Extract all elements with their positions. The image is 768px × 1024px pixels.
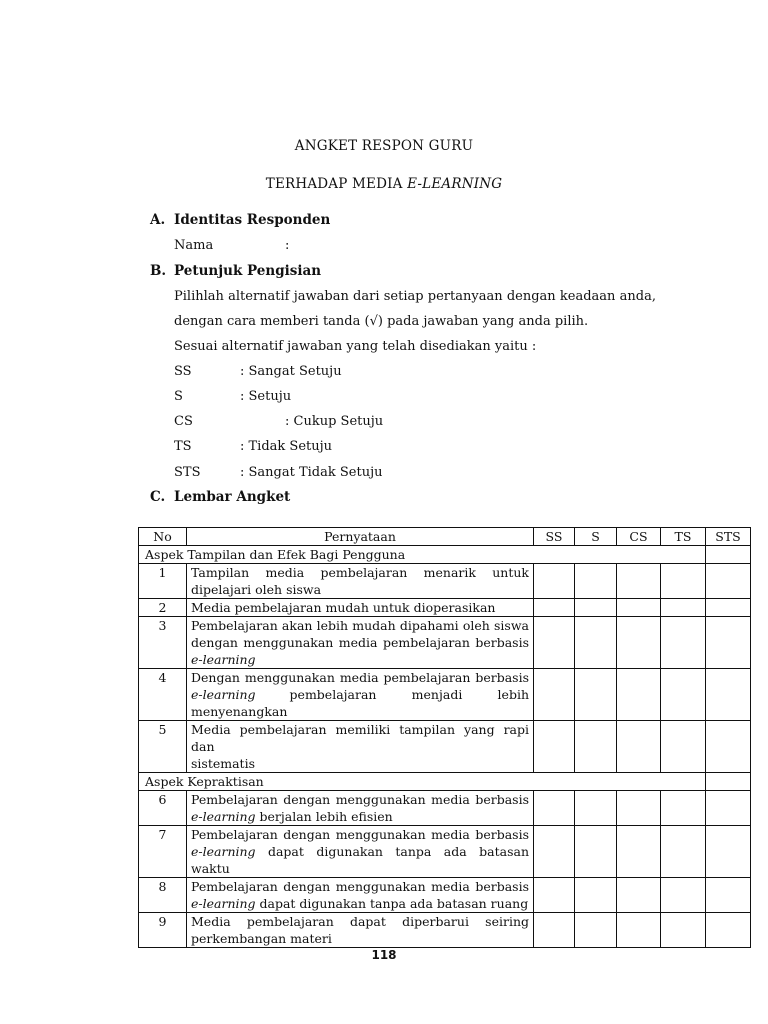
answer-cell-sts[interactable]	[706, 913, 751, 948]
table-row	[139, 721, 751, 773]
answer-cell-ss[interactable]	[534, 721, 575, 773]
option-code: SS	[174, 364, 192, 379]
header-ts: TS	[661, 528, 706, 546]
answer-cell-cs[interactable]	[617, 913, 661, 948]
answer-cell-s[interactable]	[575, 913, 617, 948]
answer-cell-cs[interactable]	[617, 564, 661, 599]
option-sts	[174, 465, 382, 480]
row-statement: Tampilan media pembelajaran menarik untuk dipelajari oleh siswa	[187, 564, 534, 599]
section-c-heading	[150, 489, 290, 505]
section-b-letter: B.	[150, 263, 167, 279]
row-number: 2	[139, 599, 187, 617]
answer-cell-sts[interactable]	[706, 826, 751, 878]
instruction-line-2: dengan cara memberi tanda (√) pada jawaban yang anda pilih.	[174, 314, 589, 329]
answer-cell-ts[interactable]	[661, 564, 706, 599]
table-row	[139, 791, 751, 826]
answer-cell-ts[interactable]	[661, 721, 706, 773]
answer-cell-ts[interactable]	[661, 791, 706, 826]
answer-cell-sts[interactable]	[706, 599, 751, 617]
option-s	[174, 389, 291, 404]
header-no: No	[139, 528, 187, 546]
option-ss	[174, 364, 342, 379]
answer-cell-s[interactable]	[575, 564, 617, 599]
row-statement: Pembelajaran dengan menggunakan media berbasis e-learning dapat digunakan tanpa ada batasan waktu	[187, 826, 534, 878]
row-number: 1	[139, 564, 187, 599]
row-number: 6	[139, 791, 187, 826]
answer-cell-ts[interactable]	[661, 913, 706, 948]
option-desc: : Sangat Tidak Setuju	[240, 465, 383, 480]
option-desc: : Setuju	[240, 389, 292, 404]
option-code: TS	[174, 439, 192, 454]
answer-cell-s[interactable]	[575, 599, 617, 617]
option-code: S	[174, 389, 183, 404]
title-line-2	[0, 176, 768, 192]
answer-cell-cs[interactable]	[617, 617, 661, 669]
table-row	[139, 617, 751, 669]
table-row	[139, 826, 751, 878]
option-code: CS	[174, 414, 193, 429]
answer-cell-sts[interactable]	[706, 564, 751, 599]
answer-cell-s[interactable]	[575, 791, 617, 826]
answer-cell-s[interactable]	[575, 669, 617, 721]
aspect-row	[139, 546, 751, 564]
table-header-row	[139, 528, 751, 546]
row-statement: Media pembelajaran dapat diperbarui seiring perkembangan materi	[187, 913, 534, 948]
option-code: STS	[174, 465, 201, 480]
table-row	[139, 564, 751, 599]
row-number: 5	[139, 721, 187, 773]
answer-cell-cs[interactable]	[617, 791, 661, 826]
row-statement: Dengan menggunakan media pembelajaran berbasis e-learning pembelajaran menjadi lebih menyenangkan	[187, 669, 534, 721]
instruction-line-3: Sesuai alternatif jawaban yang telah disediakan yaitu :	[174, 339, 537, 354]
aspect-label: Aspek Tampilan dan Efek Bagi Pengguna	[139, 546, 706, 564]
answer-cell-ss[interactable]	[534, 791, 575, 826]
row-statement: Media pembelajaran mudah untuk dioperasikan	[187, 599, 534, 617]
answer-cell-cs[interactable]	[617, 878, 661, 913]
table-row	[139, 878, 751, 913]
header-ss: SS	[534, 528, 575, 546]
questionnaire-table	[138, 527, 751, 948]
page-number: 118	[371, 948, 397, 962]
row-number: 9	[139, 913, 187, 948]
header-cs: CS	[617, 528, 661, 546]
answer-cell-ts[interactable]	[661, 669, 706, 721]
header-pernyataan: Pernyataan	[187, 528, 534, 546]
answer-cell-ss[interactable]	[534, 878, 575, 913]
answer-cell-ss[interactable]	[534, 669, 575, 721]
answer-cell-sts[interactable]	[706, 721, 751, 773]
answer-cell-ss[interactable]	[534, 617, 575, 669]
title-italic: E-LEARNING	[407, 176, 503, 192]
instruction-line-1: Pilihlah alternatif jawaban dari setiap pertanyaan dengan keadaan anda,	[174, 289, 656, 304]
title-prefix: TERHADAP MEDIA	[265, 176, 408, 192]
answer-cell-ss[interactable]	[534, 564, 575, 599]
section-a-letter: A.	[150, 212, 166, 228]
row-statement: Pembelajaran akan lebih mudah dipahami oleh siswa dengan menggunakan media pembelajaran berbasis e-learning	[187, 617, 534, 669]
section-a-heading	[150, 212, 330, 228]
answer-cell-cs[interactable]	[617, 721, 661, 773]
answer-cell-sts[interactable]	[706, 617, 751, 669]
answer-cell-ts[interactable]	[661, 878, 706, 913]
nama-colon: :	[285, 238, 290, 253]
row-number: 3	[139, 617, 187, 669]
answer-cell-cs[interactable]	[617, 826, 661, 878]
answer-cell-ts[interactable]	[661, 599, 706, 617]
header-s: S	[575, 528, 617, 546]
section-b-heading	[150, 263, 321, 279]
row-statement: Media pembelajaran memiliki tampilan yang rapi dan sistematis	[187, 721, 534, 773]
row-number: 4	[139, 669, 187, 721]
answer-cell-sts[interactable]	[706, 878, 751, 913]
aspect-row	[139, 773, 751, 791]
row-statement: Pembelajaran dengan menggunakan media berbasis e-learning berjalan lebih efisien	[187, 791, 534, 826]
row-statement: Pembelajaran dengan menggunakan media berbasis e-learning dapat digunakan tanpa ada batasan ruang	[187, 878, 534, 913]
option-ts	[174, 439, 332, 454]
table-row	[139, 599, 751, 617]
answer-cell-cs[interactable]	[617, 669, 661, 721]
answer-cell-s[interactable]	[575, 878, 617, 913]
row-number: 7	[139, 826, 187, 878]
row-number: 8	[139, 878, 187, 913]
table-row	[139, 669, 751, 721]
answer-cell-sts[interactable]	[706, 791, 751, 826]
section-a-title: Identitas Responden	[174, 212, 331, 228]
answer-cell-ts[interactable]	[661, 617, 706, 669]
header-sts: STS	[706, 528, 751, 546]
title-line-1: ANGKET RESPON GURU	[294, 138, 474, 154]
answer-cell-s[interactable]	[575, 721, 617, 773]
table-row	[139, 913, 751, 948]
answer-cell-cs[interactable]	[617, 599, 661, 617]
nama-field	[174, 238, 290, 253]
section-b-title: Petunjuk Pengisian	[174, 263, 322, 279]
option-cs	[174, 414, 383, 429]
option-desc: : Tidak Setuju	[240, 439, 333, 454]
answer-cell-s[interactable]	[575, 617, 617, 669]
option-desc: : Sangat Setuju	[240, 364, 342, 379]
answer-cell-ts[interactable]	[661, 826, 706, 878]
aspect-label: Aspek Kepraktisan	[139, 773, 706, 791]
answer-cell-s[interactable]	[575, 826, 617, 878]
answer-cell-ss[interactable]	[534, 599, 575, 617]
section-c-title: Lembar Angket	[174, 489, 291, 505]
answer-cell-ss[interactable]	[534, 826, 575, 878]
answer-cell-sts[interactable]	[706, 669, 751, 721]
section-c-letter: C.	[150, 489, 166, 505]
answer-cell-ss[interactable]	[534, 913, 575, 948]
option-desc: : Cukup Setuju	[285, 414, 384, 429]
nama-label: Nama	[174, 238, 214, 253]
